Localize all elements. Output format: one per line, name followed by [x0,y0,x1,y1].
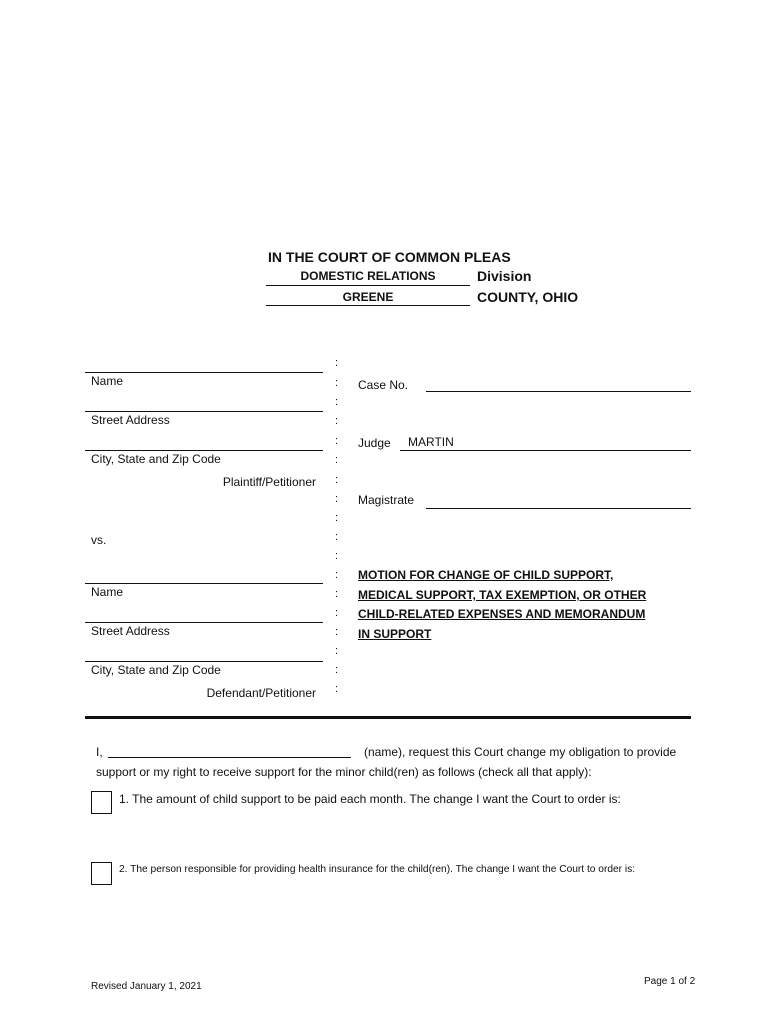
defendant-city-field[interactable] [85,645,323,661]
revised-date: Revised January 1, 2021 [91,981,202,992]
defendant-name-field[interactable] [85,567,323,583]
page-number: Page 1 of 2 [644,976,696,987]
defendant-city-line [85,661,323,662]
plaintiff-street-label: Street Address [91,413,170,427]
division-value[interactable]: DOMESTIC RELATIONS [300,269,436,283]
case-no-line [426,391,691,392]
motion-title-line: IN SUPPORT [358,627,432,641]
colon-separator: : [335,415,339,427]
motion-title-line: MOTION FOR CHANGE OF CHILD SUPPORT, [358,568,614,582]
judge-line [400,450,691,451]
option-2-checkbox[interactable] [91,862,112,885]
motion-title-line: CHILD-RELATED EXPENSES AND MEMORANDUM [358,607,646,621]
colon-separator: : [335,588,339,600]
division-label: Division [477,268,532,284]
plaintiff-name-line [85,372,323,373]
request-text-line1: (name), request this Court change my obligation to provide [364,745,677,759]
county-value[interactable]: GREENE [342,290,394,304]
magistrate-line [426,508,691,509]
judge-label: Judge [358,436,391,450]
defendant-city-label: City, State and Zip Code [91,663,221,677]
colon-separator: : [335,550,339,562]
plaintiff-role-label: Plaintiff/Petitioner [222,475,316,489]
option-1-checkbox[interactable] [91,791,112,814]
plaintiff-name-label: Name [91,374,124,388]
colon-separator: : [335,664,339,676]
colon-separator: : [335,377,339,389]
request-name-line [108,757,351,758]
request-prefix: I, [96,745,103,759]
defendant-name-label: Name [91,585,124,599]
colon-separator: : [335,454,339,466]
plaintiff-city-field[interactable] [85,434,323,450]
plaintiff-name-field[interactable] [85,356,323,372]
plaintiff-city-line [85,450,323,451]
defendant-street-label: Street Address [91,624,170,638]
division-underline [266,285,470,286]
court-heading: IN THE COURT OF COMMON PLEAS [268,249,511,265]
case-no-label: Case No. [358,378,409,392]
colon-separator: : [335,435,339,447]
defendant-street-field[interactable] [85,606,323,622]
plaintiff-city-label: City, State and Zip Code [91,452,221,466]
colon-separator: : [335,626,339,638]
judge-field[interactable]: MARTIN [408,435,454,449]
county-underline [266,305,470,306]
defendant-role-label: Defendant/Petitioner [206,686,316,700]
plaintiff-street-field[interactable] [85,395,323,411]
magistrate-label: Magistrate [358,493,415,507]
request-text-line2: support or my right to receive support for the minor child(ren) as follows (check all that apply): [96,765,592,779]
colon-separator: : [335,357,339,369]
motion-title-line: MEDICAL SUPPORT, TAX EXEMPTION, OR OTHER [358,588,647,602]
colon-separator: : [335,569,339,581]
county-label: COUNTY, OHIO [477,289,579,305]
colon-separator: : [335,493,339,505]
defendant-name-line [85,583,323,584]
vs-label: vs. [91,533,107,547]
colon-separator: : [335,683,339,695]
option-2-text: 2. The person responsible for providing health insurance for the child(ren). The change I want the Court to order is: [119,864,636,875]
colon-separator: : [335,645,339,657]
colon-separator: : [335,396,339,408]
colon-separator: : [335,531,339,543]
defendant-street-line [85,622,323,623]
option-1-text: 1. The amount of child support to be paid each month. The change I want the Court to order is: [119,792,621,806]
colon-separator: : [335,512,339,524]
plaintiff-street-line [85,411,323,412]
section-divider [85,716,691,719]
colon-separator: : [335,474,339,486]
colon-separator: : [335,607,339,619]
